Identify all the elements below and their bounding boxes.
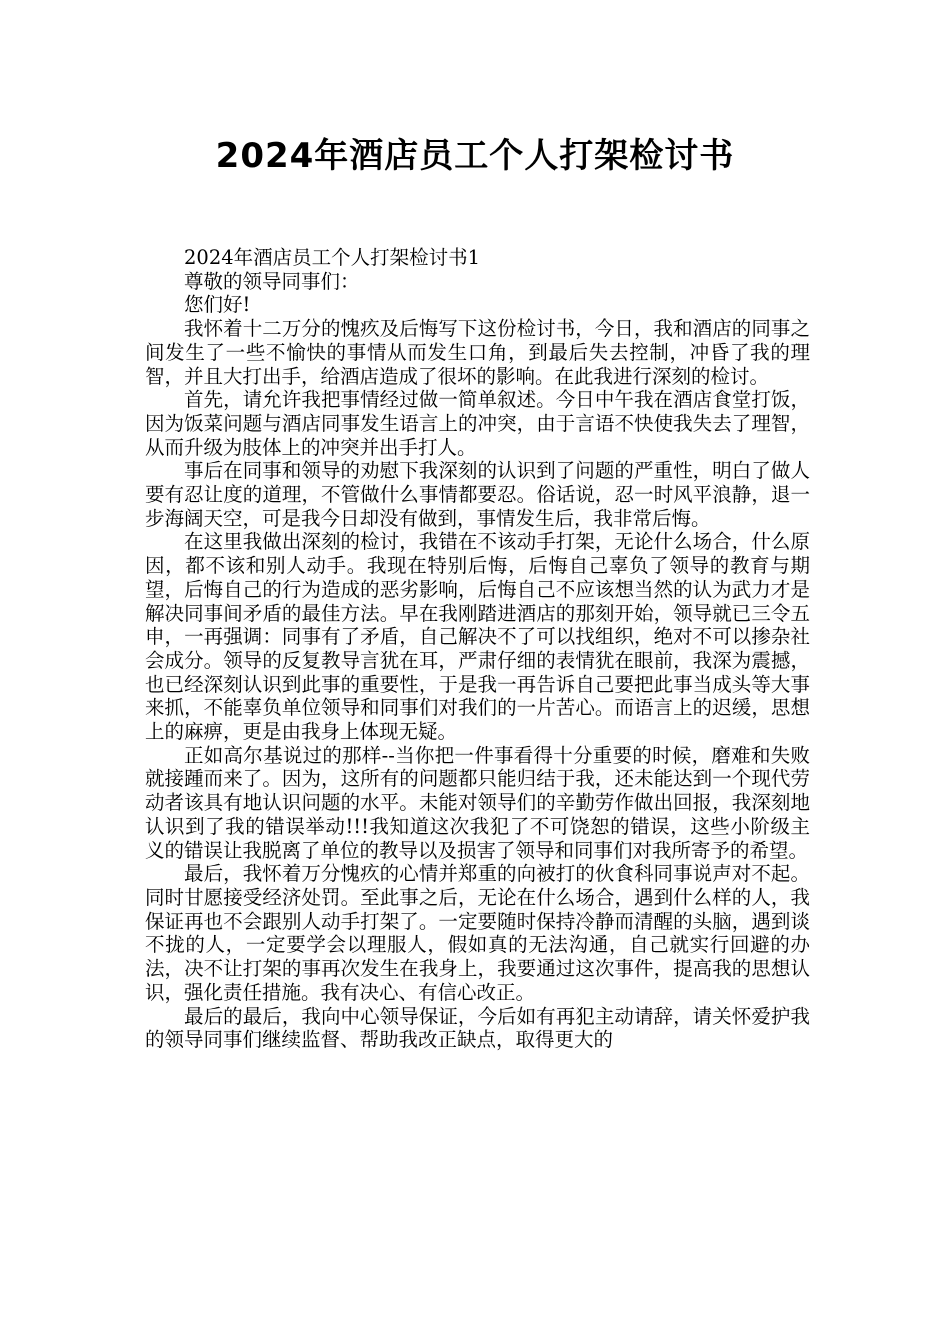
paragraph: 最后的最后，我向中心领导保证，今后如有再犯主动请辞，请关怀爱护我的领导同事们继续监督、帮助我改正缺点，取得更大的 bbox=[145, 1004, 810, 1052]
document-title: 2024年酒店员工个人打架检讨书 bbox=[215, 136, 735, 176]
paragraph: 正如高尔基说过的那样--当你把一件事看得十分重要的时候，磨难和失败就接踵而来了。因为，这所有的问题都只能归结于我，还未能达到一个现代劳动者该具有地认识问题的水平。未能对领导们的辛勤劳作做出回报，我深刻地认识到了我的错误举动!!!我知道这次我犯了不可饶恕的错误，这些小阶级主义的错误让我脱离了单位的教导以及损害了领导和同事们对我所寄予的希望。 bbox=[145, 743, 810, 862]
paragraph: 最后，我怀着万分愧疚的心情并郑重的向被打的伙食科同事说声对不起。同时甘愿接受经济处罚。至此事之后，无论在什么场合，遇到什么样的人，我保证再也不会跟别人动手打架了。一定要随时保持冷静而清醒的头脑，遇到谈不拢的人，一定要学会以理服人，假如真的无法沟通，自己就实行回避的办法，决不让打架的事再次发生在我身上，我要通过这次事件，提高我的思想认识，强化责任措施。我有决心、有信心改正。 bbox=[145, 862, 810, 1004]
document-body bbox=[145, 246, 810, 1052]
paragraph: 我怀着十二万分的愧疚及后悔写下这份检讨书，今日，我和酒店的同事之间发生了一些不愉快的事情从而发生口角，到最后失去控制，冲昏了我的理智，并且大打出手，给酒店造成了很坏的影响。在此我进行深刻的检讨。 bbox=[145, 317, 810, 388]
paragraph: 在这里我做出深刻的检讨，我错在不该动手打架，无论什么场合，什么原因，都不该和别人动手。我现在特别后悔，后悔自己辜负了领导的教育与期望，后悔自己的行为造成的恶劣影响，后悔自己不应该想当然的认为武力才是解决同事间矛盾的最佳方法。早在我刚踏进酒店的那刻开始，领导就已三令五申，一再强调：同事有了矛盾，自己解决不了可以找组织，绝对不可以掺杂社会成分。领导的反复教导言犹在耳，严肃仔细的表情犹在眼前，我深为震撼，也已经深刻认识到此事的重要性，于是我一再告诉自己要把此事当成头等大事来抓，不能辜负单位领导和同事们对我们的一片苦心。而语言上的迟缓，思想上的麻痹，更是由我身上体现无疑。 bbox=[145, 530, 810, 744]
greeting: 您们好! bbox=[184, 293, 251, 317]
paragraph: 事后在同事和领导的劝慰下我深刻的认识到了问题的严重性，明白了做人要有忍让度的道理，不管做什么事情都要忍。俗话说，忍一时风平浪静，退一步海阔天空，可是我今日却没有做到，事情发生后，我非常后悔。 bbox=[145, 459, 810, 530]
subtitle-line: 2024年酒店员工个人打架检讨书1 bbox=[184, 246, 481, 269]
salutation: 尊敬的领导同事们： bbox=[184, 269, 360, 293]
paragraph: 首先，请允许我把事情经过做一简单叙述。今日中午我在酒店食堂打饭，因为饭菜问题与酒店同事发生语言上的冲突，由于言语不快使我失去了理智，从而升级为肢体上的冲突并出手打人。 bbox=[145, 388, 810, 459]
